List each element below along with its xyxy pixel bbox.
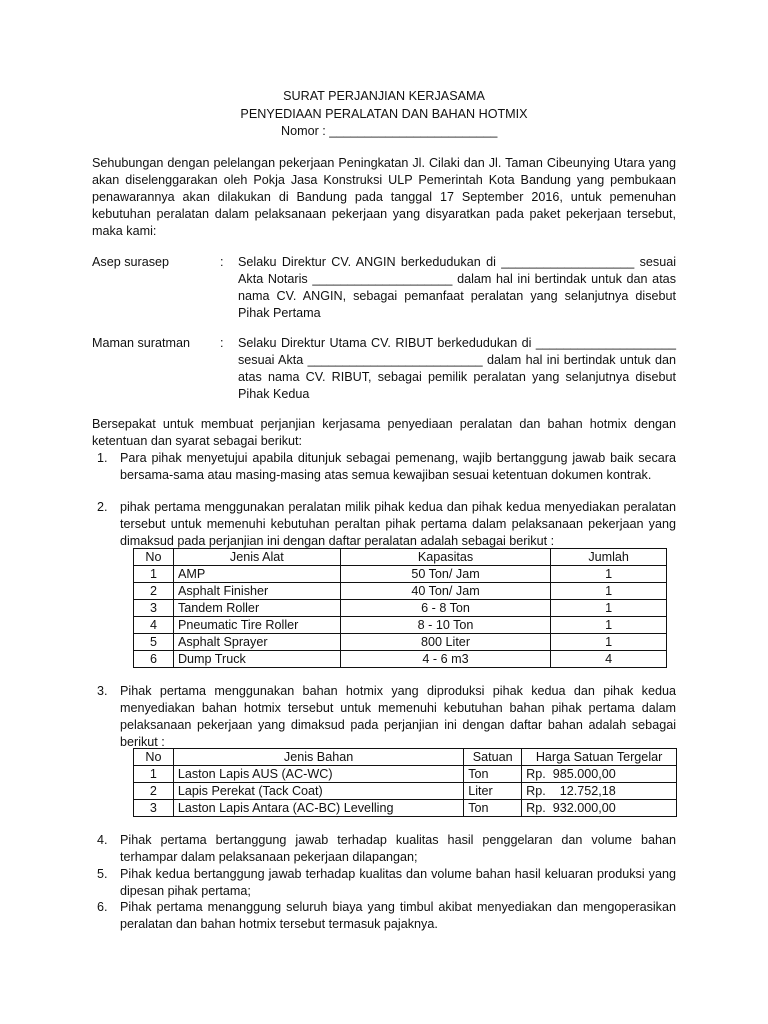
table-header-cell: Jumlah: [551, 549, 667, 566]
table-cell: Rp. 985.000,00: [522, 766, 677, 783]
document-number: Nomor : ________________________: [281, 124, 498, 138]
table-cell: Laston Lapis AUS (AC-WC): [173, 766, 463, 783]
table-cell: 8 - 10 Ton: [340, 617, 550, 634]
table-cell: 4: [551, 651, 667, 668]
clause-text: pihak pertama menggunakan peralatan milik pihak kedua dan pihak kedua menyediakan peralatan tersebut untuk memenuhi kebutuhan peraltan pihak pertama dalam pelaksanaan pekerjaan yang dimaksud pada perjanjian ini dengan daftar peralatan adalah sebagai berikut :: [120, 500, 676, 548]
table-cell: 1: [551, 617, 667, 634]
table-cell: Asphalt Sprayer: [173, 634, 340, 651]
table-cell: 2: [134, 583, 174, 600]
table-cell: AMP: [173, 566, 340, 583]
clause-text: Pihak pertama bertanggung jawab terhadap kualitas hasil penggelaran dan volume bahan terhampar dalam pelaksanaan pekerjaan dilapangan;: [120, 833, 676, 864]
table-cell: 3: [134, 600, 174, 617]
party-first-name: Asep surasep: [92, 255, 170, 269]
table-header-row: [134, 749, 677, 766]
agreement-intro: Bersepakat untuk membuat perjanjian kerjasama penyediaan peralatan dan bahan hotmix dengan ketentuan dan syarat sebagai berikut:: [92, 417, 676, 448]
party-second-colon: :: [220, 336, 224, 350]
party-second-name: Maman suratman: [92, 336, 190, 350]
table-cell: Lapis Perekat (Tack Coat): [173, 783, 463, 800]
table-cell: 4 - 6 m3: [340, 651, 550, 668]
table-cell: Ton: [464, 766, 522, 783]
table-row: [134, 651, 667, 668]
table-row: [134, 583, 667, 600]
table-row: [134, 800, 677, 817]
clause-text: Pihak pertama menggunakan bahan hotmix yang diproduksi pihak kedua dan pihak kedua menyediakan bahan hotmix tersebut untuk memenuhi kebutuhan bahan pihak pertama dalam pelaksanaan pekerjaan yang dimaksud pada perjanjian ini dengan daftar bahan adalah sebagai berikut :: [120, 684, 676, 749]
clause-number: 4.: [97, 833, 108, 847]
table-cell: Pneumatic Tire Roller: [173, 617, 340, 634]
table-cell: 1: [551, 600, 667, 617]
table-row: [134, 783, 677, 800]
table-row: [134, 566, 667, 583]
document-subtitle: PENYEDIAAN PERALATAN DAN BAHAN HOTMIX: [240, 107, 528, 121]
table-header-cell: Harga Satuan Tergelar: [522, 749, 677, 766]
clause-text: Pihak pertama menanggung seluruh biaya yang timbul akibat menyediakan dan mengoperasikan peralatan dan bahan hotmix tersebut termasuk pajaknya.: [120, 900, 676, 931]
table-cell: Rp. 12.752,18: [522, 783, 677, 800]
party-first-colon: :: [220, 255, 224, 269]
clause-text: Para pihak menyetujui apabila ditunjuk sebagai pemenang, wajib bertanggung jawab baik secara bersama-sama atau masing-masing atas semua kewajiban sesuai ketentuan dokumen kontrak.: [120, 451, 676, 482]
table-cell: 1: [134, 766, 174, 783]
clause-text: Pihak kedua bertanggung jawab terhadap kualitas dan volume bahan hasil keluaran produksi yang dipesan pihak pertama;: [120, 867, 676, 898]
table-cell: Ton: [464, 800, 522, 817]
table-header-row: [134, 549, 667, 566]
table-cell: 5: [134, 634, 174, 651]
table-cell: 50 Ton/ Jam: [340, 566, 550, 583]
party-first-description: Selaku Direktur CV. ANGIN berkedudukan di ___________________ sesuai Akta Notaris ____________________ dalam hal ini bertindak untuk dan atas nama CV. ANGIN, sebagai pemanfaat peralatan yang selanjutnya disebut Pihak Pertama: [238, 255, 676, 320]
table-cell: 3: [134, 800, 174, 817]
intro-paragraph: Sehubungan dengan pelelangan pekerjaan Peningkatan Jl. Cilaki dan Jl. Taman Cibeunying Utara yang akan diselenggarakan oleh Pokja Jasa Konstruksi ULP Pemerintah Kota Bandung yang pembukaan penawarannya akan dilakukan di Bandung pada tanggal 17 September 2016, untuk pemenuhan kebutuhan peralatan dalam pelaksanaan pekerjaan yang disyaratkan pada paket pekerjaan tersebut, maka kami:: [92, 156, 676, 238]
table-cell: 800 Liter: [340, 634, 550, 651]
table-cell: Laston Lapis Antara (AC-BC) Levelling: [173, 800, 463, 817]
table-cell: Rp. 932.000,00: [522, 800, 677, 817]
table-row: [134, 766, 677, 783]
table-cell: 1: [551, 583, 667, 600]
clause-number: 6.: [97, 900, 108, 914]
table-header-cell: Satuan: [464, 749, 522, 766]
party-second-description: Selaku Direktur Utama CV. RIBUT berkedudukan di ____________________ sesuai Akta _________________________ dalam hal ini bertindak untuk dan atas nama CV. RIBUT, sebagai pemilik peralatan yang selanjutnya disebut Pihak Kedua: [238, 336, 676, 401]
clause-number: 5.: [97, 867, 108, 881]
clause-number: 2.: [97, 500, 108, 514]
table-header-cell: No: [134, 749, 174, 766]
clause-number: 3.: [97, 684, 108, 698]
document-title: SURAT PERJANJIAN KERJASAMA: [283, 89, 485, 103]
table-cell: Asphalt Finisher: [173, 583, 340, 600]
table-cell: 6: [134, 651, 174, 668]
table-cell: 1: [551, 634, 667, 651]
table-cell: Dump Truck: [173, 651, 340, 668]
table-row: [134, 617, 667, 634]
table-cell: 40 Ton/ Jam: [340, 583, 550, 600]
table-cell: 1: [134, 566, 174, 583]
table-header-cell: No: [134, 549, 174, 566]
table-row: [134, 600, 667, 617]
table-header-cell: Kapasitas: [340, 549, 550, 566]
table-cell: Tandem Roller: [173, 600, 340, 617]
clause-number: 1.: [97, 451, 108, 465]
table-row: [134, 634, 667, 651]
equipment-table: [133, 548, 667, 668]
material-table: [133, 748, 677, 817]
table-header-cell: Jenis Alat: [173, 549, 340, 566]
table-cell: 4: [134, 617, 174, 634]
table-cell: Liter: [464, 783, 522, 800]
table-header-cell: Jenis Bahan: [173, 749, 463, 766]
table-cell: 1: [551, 566, 667, 583]
table-cell: 6 - 8 Ton: [340, 600, 550, 617]
table-cell: 2: [134, 783, 174, 800]
